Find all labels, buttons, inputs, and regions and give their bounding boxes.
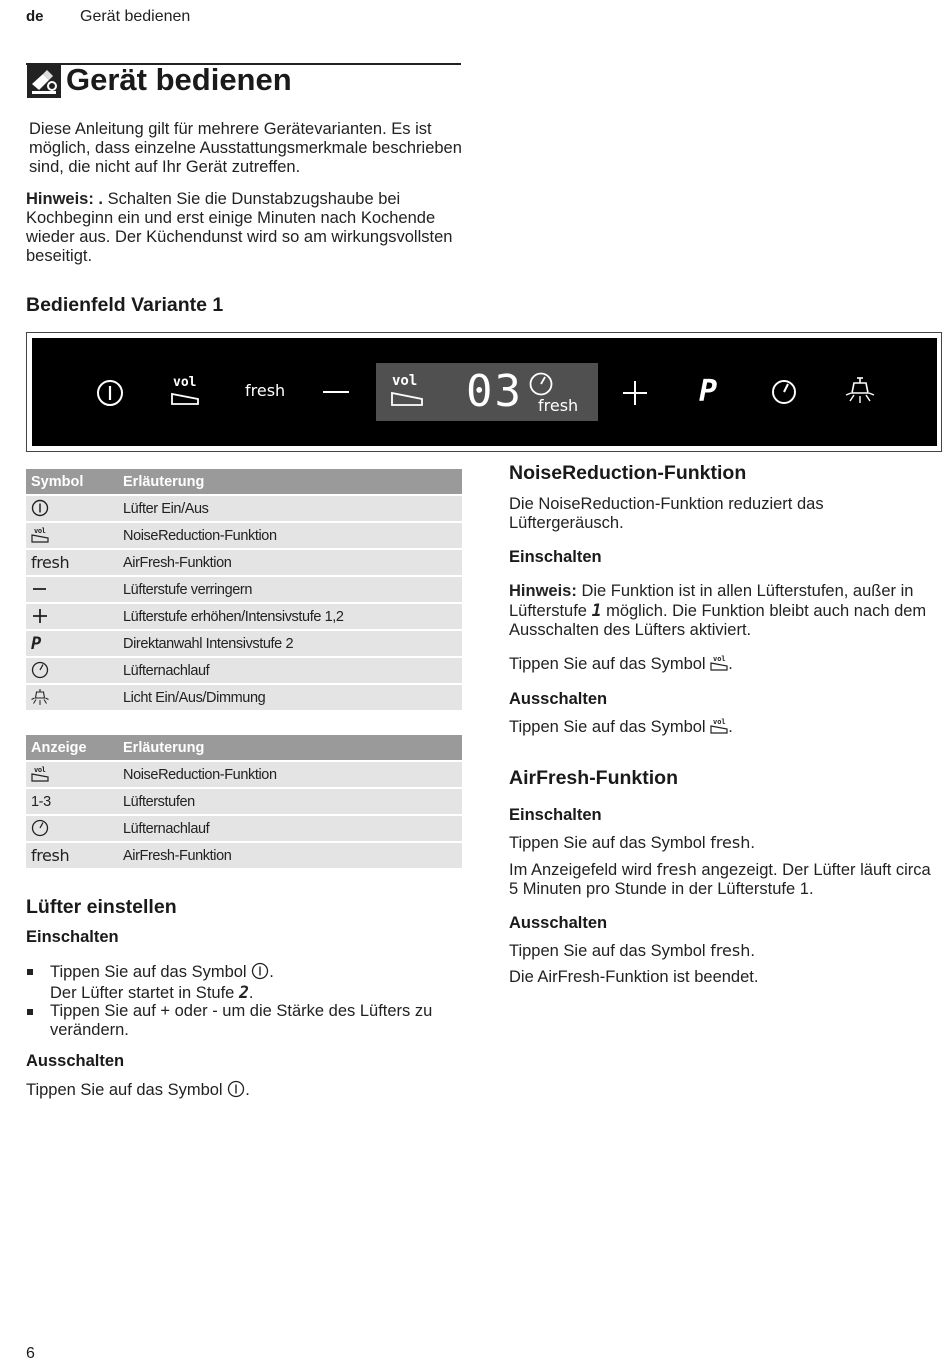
table-row xyxy=(26,577,462,602)
col-header-display: Anzeige xyxy=(26,735,118,760)
noise-hinweis-text-a: Die Funktion ist in allen Lüfterstufen, außer in Lüfterstufe xyxy=(509,582,914,620)
airfresh-beendet: Die AirFresh-Funktion ist beendet. xyxy=(509,968,759,986)
minus-button-icon[interactable] xyxy=(323,391,349,393)
plus-icon xyxy=(31,607,49,625)
timer-button-icon[interactable] xyxy=(770,378,798,406)
fresh-symbol: fresh xyxy=(31,846,70,865)
table-row xyxy=(26,550,462,575)
airfresh-ausschalten-heading: Ausschalten xyxy=(509,914,608,932)
noise-tap-instruction-2: Tippen Sie auf das Symbol xyxy=(509,718,706,736)
timer-icon xyxy=(31,819,49,837)
display-fresh: fresh xyxy=(538,396,579,415)
table-header-row xyxy=(26,469,462,494)
noise-reduction-button[interactable] xyxy=(170,375,200,408)
row-text: Lüfter Ein/Aus xyxy=(118,496,462,521)
row-text: Lüfternachlauf xyxy=(118,658,462,683)
light-button-icon[interactable] xyxy=(845,376,875,406)
language-code: de xyxy=(26,8,44,25)
vol-label: vol xyxy=(173,375,197,390)
stufe-symbol: 2 xyxy=(238,983,249,1002)
vol-icon xyxy=(31,765,49,783)
table-row xyxy=(26,523,462,548)
row-text: Lüfterstufen xyxy=(118,789,462,814)
airfresh-tap-instruction-2: Tippen Sie auf das Symbol xyxy=(509,942,706,960)
hinweis-text: Schalten Sie die Dunstabzugshaube bei Kochbeginn ein und erst einige Minuten nach Kochende wieder aus. Der Küchendunst wird so am wirkungsvollsten beseitigt. xyxy=(26,190,453,265)
noise-tap-text: Tippen Sie auf das Symbol vol . xyxy=(509,655,733,673)
p-icon: P xyxy=(31,633,41,654)
operate-device-icon xyxy=(27,64,61,98)
page-number: 6 xyxy=(26,1345,35,1362)
display-digits: 03 xyxy=(466,366,523,417)
vol-icon xyxy=(710,717,728,735)
power-icon xyxy=(251,962,269,980)
light-icon xyxy=(31,688,49,706)
row-text: Licht Ein/Aus/Dimmung xyxy=(118,685,462,710)
col-header-explanation: Erläuterung xyxy=(118,735,462,760)
power-icon xyxy=(227,1080,245,1098)
svg-text:vol: vol xyxy=(713,655,726,663)
bullet-marker xyxy=(27,969,33,975)
luefter-ausschalten-heading: Ausschalten xyxy=(26,1052,125,1070)
table-row xyxy=(26,816,462,841)
bullet-1-line-2: Der Lüfter startet in Stufe 2. xyxy=(50,983,254,1002)
noise-stufe-symbol: 1 xyxy=(591,601,602,620)
symbol-table xyxy=(26,467,462,712)
panel-heading: Bedienfeld Variante 1 xyxy=(26,294,224,316)
ramp-icon xyxy=(170,392,200,406)
luefter-einschalten-heading: Einschalten xyxy=(26,928,119,946)
hinweis-label: Hinweis: . xyxy=(26,190,104,208)
table-row xyxy=(26,604,462,629)
timer-icon xyxy=(31,661,49,679)
display-table xyxy=(26,733,462,870)
bullet-1-line-1: Tippen Sie auf das Symbol . xyxy=(50,963,274,981)
noise-tap-text-2: Tippen Sie auf das Symbol vol . xyxy=(509,718,733,736)
power-button-icon[interactable] xyxy=(95,378,125,408)
vol-icon xyxy=(710,654,728,672)
table-header-row xyxy=(26,735,462,760)
row-text: Lüfternachlauf xyxy=(118,816,462,841)
noise-description: Die NoiseReduction-Funktion reduziert das Lüftergeräusch. xyxy=(509,495,824,532)
airfresh-tap-text-2: Tippen Sie auf das Symbol fresh. xyxy=(509,941,755,960)
noise-hinweis-text-b: möglich. Die Funktion bleibt auch nach dem Ausschalten des Lüfters aktiviert. xyxy=(509,602,927,639)
row-text: Lüfterstufe erhöhen/Intensivstufe 1,2 xyxy=(118,604,462,629)
svg-text:vol: vol xyxy=(34,527,46,535)
table-row xyxy=(26,762,462,787)
airfresh-anzeige-text xyxy=(509,860,934,899)
table-row xyxy=(26,685,462,710)
luefter-aus-text: Tippen Sie auf das Symbol . xyxy=(26,1081,250,1099)
running-header: Gerät bedienen xyxy=(80,8,191,25)
airfresh-heading: AirFresh-Funktion xyxy=(509,767,678,789)
noise-ausschalten-heading: Ausschalten xyxy=(509,690,608,708)
svg-text:vol: vol xyxy=(34,766,46,774)
noise-einschalten-heading: Einschalten xyxy=(509,548,602,566)
display-ramp-icon xyxy=(390,391,424,407)
table-row xyxy=(26,631,462,656)
table-row xyxy=(26,496,462,521)
airfresh-anzeige-b: angezeigt. Der Lüfter läuft circa 5 Minuten pro Stunde in der Lüfterstufe 1. xyxy=(509,861,931,898)
col-header-explanation: Erläuterung xyxy=(118,469,462,494)
hinweis-paragraph xyxy=(26,190,466,266)
bullet-1-text: Tippen Sie auf das Symbol xyxy=(50,963,247,981)
fresh-symbol: fresh xyxy=(710,941,751,960)
airfresh-button[interactable]: fresh xyxy=(245,381,286,400)
page-title: Gerät bedienen xyxy=(66,62,292,97)
row-text: Lüfterstufe verringern xyxy=(118,577,462,602)
svg-text:vol: vol xyxy=(713,718,726,726)
table-row xyxy=(26,789,462,814)
fresh-symbol: fresh xyxy=(31,553,70,572)
minus-icon xyxy=(31,580,49,598)
row-text: Direktanwahl Intensivstufe 2 xyxy=(118,631,462,656)
noise-heading: NoiseReduction-Funktion xyxy=(509,462,747,484)
row-symbol-text: 1-3 xyxy=(26,789,118,814)
fresh-symbol: fresh xyxy=(656,860,697,879)
row-text: NoiseReduction-Funktion xyxy=(118,523,462,548)
airfresh-anzeige-a: Im Anzeigefeld wird xyxy=(509,861,657,879)
power-icon xyxy=(31,499,49,517)
airfresh-tap-text: Tippen Sie auf das Symbol fresh. xyxy=(509,833,755,852)
row-text: NoiseReduction-Funktion xyxy=(118,762,462,787)
p-button-icon[interactable]: P xyxy=(699,374,718,409)
fresh-symbol: fresh xyxy=(710,833,751,852)
vol-icon xyxy=(31,526,49,544)
noise-hinweis xyxy=(509,582,939,640)
display-vol-icon xyxy=(390,373,424,409)
bullet-2-text: Tippen Sie auf + oder - um die Stärke des Lüfters zu verändern. xyxy=(50,1002,433,1039)
airfresh-tap-instruction: Tippen Sie auf das Symbol xyxy=(509,834,706,852)
col-header-symbol: Symbol xyxy=(26,469,118,494)
luefter-aus-instruction: Tippen Sie auf das Symbol xyxy=(26,1081,223,1099)
bullet-1-result: Der Lüfter startet in Stufe xyxy=(50,984,235,1002)
plus-button-icon[interactable] xyxy=(621,379,649,407)
airfresh-einschalten-heading: Einschalten xyxy=(509,806,602,824)
display-timer-icon xyxy=(528,371,554,397)
row-text: AirFresh-Funktion xyxy=(118,550,462,575)
table-row xyxy=(26,658,462,683)
intro-paragraph: Diese Anleitung gilt für mehrere Gerätevarianten. Es ist möglich, dass einzelne Ausstattungsmerkmale beschrieben sind, die nicht auf Ihr Gerät zutreffen. xyxy=(29,120,462,176)
table-row xyxy=(26,843,462,868)
row-text: AirFresh-Funktion xyxy=(118,843,462,868)
noise-hinweis-label: Hinweis: xyxy=(509,582,577,600)
display-vol-label: vol xyxy=(392,373,418,389)
noise-tap-instruction: Tippen Sie auf das Symbol xyxy=(509,655,706,673)
bullet-marker xyxy=(27,1009,33,1015)
luefter-heading: Lüfter einstellen xyxy=(26,896,177,918)
